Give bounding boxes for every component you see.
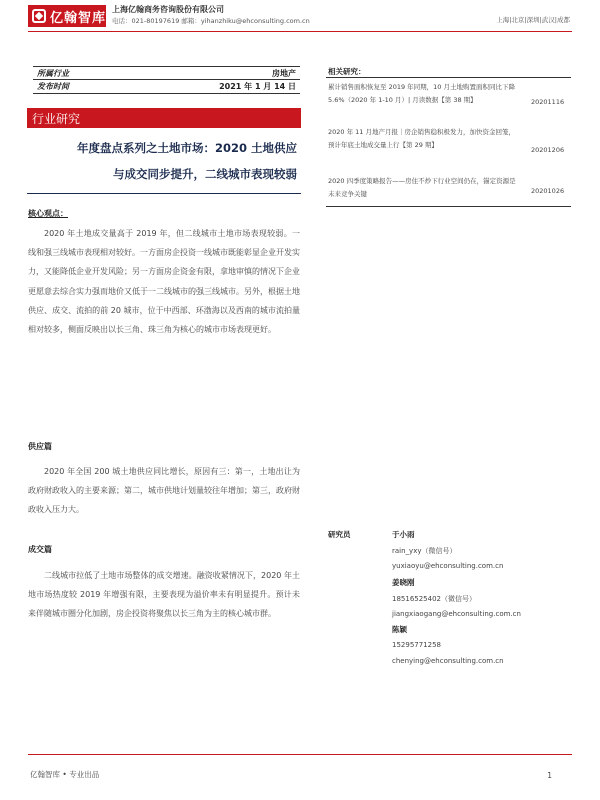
deal-heading: 成交篇: [28, 545, 52, 554]
analyst-wechat: 18516525402（微信号）: [392, 595, 476, 603]
related-item-date: 20201026: [531, 187, 565, 195]
logo-mark-icon: [32, 9, 46, 23]
analyst-phone: 15295771258: [392, 641, 441, 649]
report-title-line1: 年度盘点系列之土地市场：2020 土地供应: [76, 141, 297, 155]
industry-row: [33, 66, 300, 80]
related-item[interactable]: 累计销售面积恢复至 2019 年同期，10 月土地购置面积同比下降 5.6%（2020 年 1-10 月）| 月读数据【第 38 期】: [328, 83, 516, 104]
date-value: 2021 年 1 月 14 日: [219, 82, 296, 91]
core-paragraph: 2020 年土地成交量高于 2019 年，但二线城市土地市场表现较弱。一线和强三线城市表现相对较好。一方面房企投资一线城市既能彰显企业开发实力，又能降低企业开发风险；另一方面房企资金有限，拿地审慎的情况下企业更愿意去综合实力强而地价又低于一二线城市的强三线城市。另外，根据土地供应、成交、流拍的前 20 城市，位于中西部、环渤海以及西南的城市流拍量相对较多，侧面反映出以长三角、珠三角为核心的城市市场表现更好。: [28, 229, 300, 335]
industry-value: 房地产: [272, 68, 296, 78]
section-banner: 行业研究: [27, 108, 301, 128]
related-item-date: 20201206: [531, 146, 565, 154]
date-label: 发布时间: [37, 82, 69, 91]
report-title-line2: 与成交同步提升，二线城市表现较弱: [113, 167, 297, 181]
company-name: 上海亿翰商务咨询股份有限公司: [112, 5, 224, 14]
company-logo: [28, 5, 106, 27]
footer-divider: [28, 754, 572, 755]
analyst-name: 陈颖: [392, 625, 407, 634]
footer-brand: 亿翰智库 • 专业出品: [30, 770, 100, 779]
analyst-email-link[interactable]: chenying@ehconsulting.com.cn: [392, 657, 504, 665]
supply-paragraph: 2020 年全国 200 城土地供应同比增长，原因有三：第一，土地出让为政府财政收入的主要来源；第二，城市供地计划量较往年增加；第三，政府财政收入压力大。: [28, 467, 300, 515]
title-divider: [27, 193, 301, 194]
logo-text: 亿翰智库: [50, 10, 107, 26]
analyst-label: 研究员: [328, 530, 351, 539]
analyst-email-link[interactable]: jiangxiaogang@ehconsulting.com.cn: [392, 610, 521, 618]
header-divider: [28, 31, 572, 32]
related-bottom-divider: [326, 206, 571, 207]
analyst-name: 姜晓刚: [392, 578, 415, 587]
related-item[interactable]: 2020 四季度策略报告——房住不炒下行业空间仍在，锚定资源是未来竞争关键: [328, 177, 516, 198]
industry-label: 所属行业: [37, 68, 69, 78]
related-item[interactable]: 2020 年 11 月地产月报｜房企销售稳积极发力，加快资金回笼，预计年底土地成交量上行【第 29 期】: [328, 128, 516, 149]
core-heading: 核心观点：: [28, 209, 68, 218]
page-number: 1: [547, 771, 552, 780]
analyst-email-link[interactable]: yuxiaoyu@ehconsulting.com.cn: [392, 562, 504, 570]
company-contact: 电话：021-80197619 邮箱：yihanzhiku@ehconsulting.com.cn: [112, 17, 310, 25]
related-top-divider: [326, 77, 571, 78]
date-row: [33, 80, 300, 94]
deal-paragraph: 二线城市拉低了土地市场整体的成交增速。融资收紧情况下，2020 年土地市场热度较 2019 年增强有限，主要表现为溢价率未有明显提升。预计未来伴随城市圈分化加剧，房企投资将聚焦以长三角为主的核心城市群。: [28, 571, 300, 619]
related-research-title: 相关研究：: [328, 67, 366, 76]
related-item-date: 20201116: [531, 98, 565, 106]
company-cities: 上海|北京|深圳|武汉|成都: [496, 16, 570, 24]
supply-heading: 供应篇: [28, 442, 52, 451]
analyst-name: 于小雨: [392, 530, 415, 539]
analyst-wechat: rain_yxy（微信号）: [392, 547, 457, 555]
